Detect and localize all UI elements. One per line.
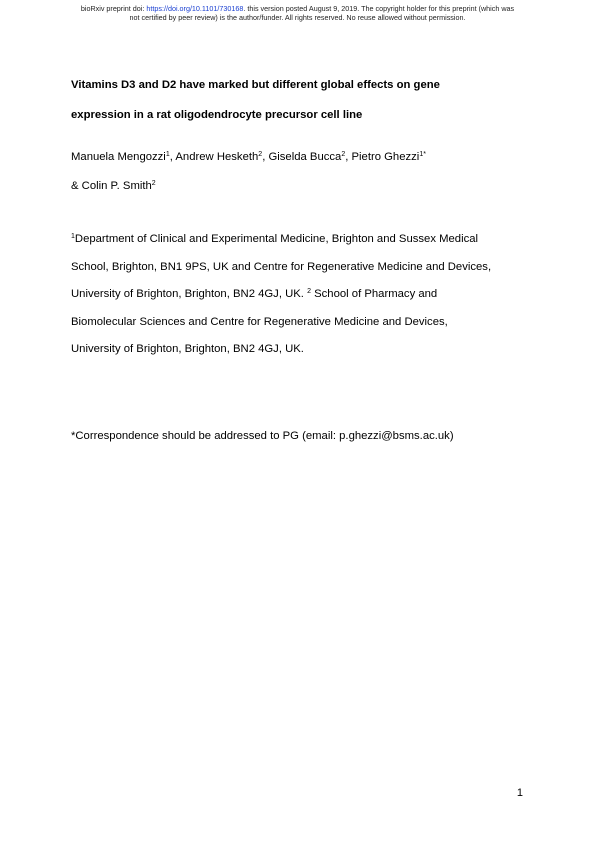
- header-line-1: [0, 4, 595, 13]
- doi-link[interactable]: https://doi.org/10.1101/730168: [146, 4, 244, 13]
- correspondence-note: *Correspondence should be addressed to PG (email: p.ghezzi@bsms.ac.uk): [71, 430, 454, 442]
- authors-line-1: [71, 143, 541, 172]
- affiliations: [71, 226, 551, 364]
- header-prefix: bioRxiv preprint doi:: [80, 4, 147, 13]
- author-name: & Colin P. Smith: [71, 180, 152, 192]
- affiliation-text: School of Pharmacy and: [310, 288, 438, 300]
- affiliation-text: Department of Clinical and Experimental Medicine, Brighton and Sussex Medical: [74, 233, 479, 245]
- author-affiliation-marker: 1*: [419, 151, 426, 158]
- affiliation-marker: 1: [71, 233, 75, 240]
- affiliation-line-3: [71, 281, 551, 309]
- affiliation-line-5: University of Brighton, Brighton, BN2 4GJ, UK.: [71, 343, 304, 355]
- title-line-1: Vitamins D3 and D2 have marked but different global effects on gene: [71, 79, 440, 91]
- header-line-2: not certified by peer review) is the author/funder. All rights reserved. No reuse allowed without permission.: [129, 13, 466, 22]
- author-affiliation-marker: 1: [165, 151, 170, 158]
- author-affiliation-marker: 2: [151, 180, 156, 187]
- title-line-2: expression in a rat oligodendrocyte precursor cell line: [71, 109, 363, 121]
- author-name: , Pietro Ghezzi: [345, 151, 420, 163]
- author-affiliation-marker: 2: [258, 151, 263, 158]
- affiliation-marker: 2: [307, 288, 311, 295]
- author-name: , Andrew Hesketh: [169, 151, 259, 163]
- affiliation-line-1: [71, 226, 551, 254]
- author-name: , Giselda Bucca: [262, 151, 342, 163]
- page-number: 1: [516, 787, 523, 799]
- affiliation-line-2: School, Brighton, BN1 9PS, UK and Centre for Regenerative Medicine and Devices,: [71, 260, 492, 273]
- preprint-header: [0, 4, 595, 22]
- author-name: Manuela Mengozzi: [71, 151, 166, 163]
- author-affiliation-marker: 2: [341, 151, 346, 158]
- affiliation-line-4: Biomolecular Sciences and Centre for Regenerative Medicine and Devices,: [71, 315, 448, 328]
- paper-title: [71, 70, 541, 130]
- header-suffix: . this version posted August 9, 2019. The copyright holder for this preprint (which was: [243, 4, 515, 13]
- affiliation-text: University of Brighton, Brighton, BN2 4GJ, UK.: [71, 288, 308, 300]
- authors-line-2: [71, 172, 541, 201]
- author-list: [71, 143, 541, 201]
